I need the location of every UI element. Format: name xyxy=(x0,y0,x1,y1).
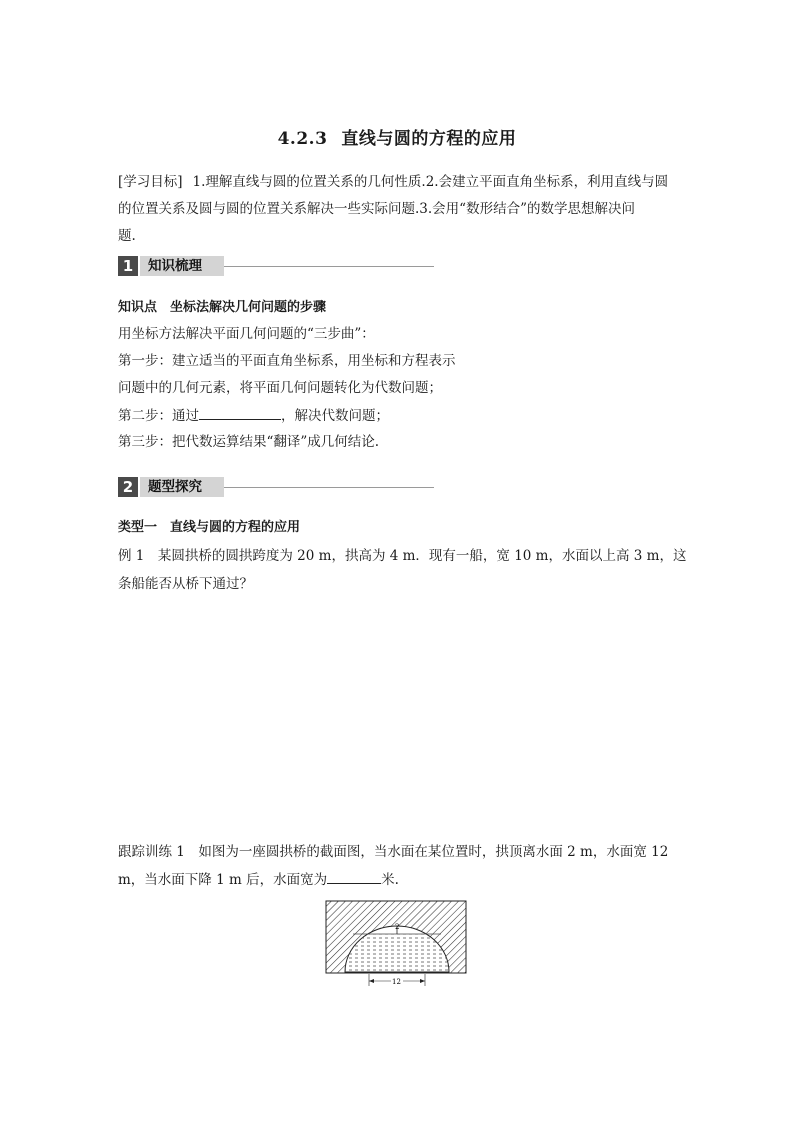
step3-line: 第三步：把代数运算结果“翻译”成几何结论. xyxy=(118,434,380,450)
section-label-2: 题型探究 xyxy=(140,477,224,497)
section-header-types xyxy=(118,477,438,497)
section-number-2: 2 xyxy=(118,477,138,497)
step1-line-2: 问题中的几何元素，将平面几何问题转化为代数问题； xyxy=(118,380,442,396)
step2-answer-blank[interactable] xyxy=(199,405,281,420)
arrowhead-left xyxy=(369,979,374,983)
arch-height-label: 2 xyxy=(395,923,400,931)
section-label-1: 知识梳理 xyxy=(140,256,224,276)
objectives-line-1 xyxy=(118,172,688,192)
step2-line xyxy=(118,405,688,426)
title-text: 直线与圆的方程的应用 xyxy=(341,129,517,149)
water-width-label: 12 xyxy=(392,978,401,986)
water-area xyxy=(345,934,449,972)
practice1-after: 米. xyxy=(381,872,399,888)
title-number: 4.2.3 xyxy=(277,129,328,149)
objectives-text-1: 1.理解直线与圆的位置关系的几何性质.2.会建立平面直角坐标系，利用直线与圆 xyxy=(192,174,669,190)
objectives-line-2: 的位置关系及圆与圆的位置关系解决一些实际问题.3.会用“数形结合”的数学思想解决问 xyxy=(118,201,635,217)
example1-line-1: 例 1 某圆拱桥的圆拱跨度为 20 m，拱高为 4 m．现有一船，宽 10 m，水面以上高 3 m，这 xyxy=(118,548,687,564)
practice1-line-1: 跟踪训练 1 如图为一座圆拱桥的截面图，当水面在某位置时，拱顶离水面 2 m，水面宽 12 xyxy=(118,844,669,860)
section-number-1: 1 xyxy=(118,256,138,276)
knowledge-intro: 用坐标方法解决平面几何问题的“三步曲”： xyxy=(118,326,375,342)
section-divider-1 xyxy=(224,266,434,267)
practice1-before: m，当水面下降 1 m 后，水面宽为 xyxy=(118,872,328,888)
page-title xyxy=(0,124,794,149)
arch-bridge-figure xyxy=(325,900,467,990)
practice1-answer-blank[interactable] xyxy=(327,869,381,884)
section-header-knowledge xyxy=(118,256,438,276)
objectives-line-3: 题. xyxy=(118,228,136,244)
practice1-line-2 xyxy=(118,869,688,890)
example1-line-2: 条船能否从桥下通过？ xyxy=(118,576,253,592)
type1-heading: 类型一 直线与圆的方程的应用 xyxy=(118,520,301,535)
step2-after: ，解决代数问题； xyxy=(281,408,389,424)
step2-before: 第二步：通过 xyxy=(118,408,199,424)
arrowhead-right xyxy=(420,979,425,983)
step1-line-1: 第一步：建立适当的平面直角坐标系，用坐标和方程表示 xyxy=(118,353,456,369)
knowledge-heading: 知识点 坐标法解决几何问题的步骤 xyxy=(118,300,327,315)
section-divider-2 xyxy=(224,487,434,488)
objectives-label: [学习目标] xyxy=(118,174,183,190)
